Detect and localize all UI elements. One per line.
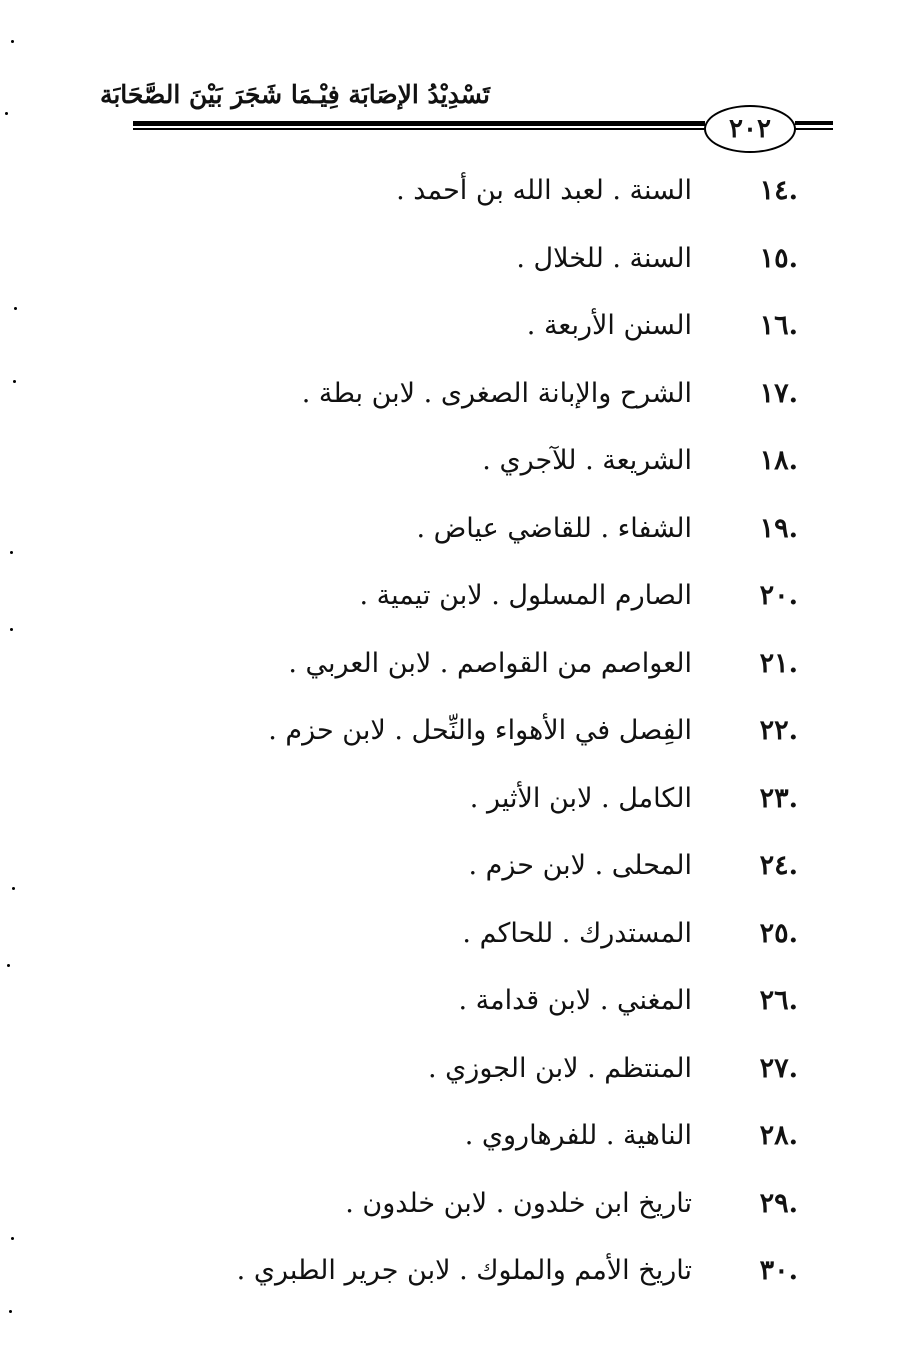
item-text: الصارم المسلول . لابن تيمية .: [359, 580, 692, 611]
item-number: .١٤: [759, 175, 798, 206]
scan-speck: [10, 551, 13, 554]
running-header-title: تَسْدِيْدُ الإصَابَة فِيْـمَا شَجَرَ بَيْنَ الصَّحَابَة: [99, 80, 490, 109]
item-text: الشرح والإبانة الصغرى . لابن بطة .: [301, 377, 692, 409]
scan-speck: [14, 307, 17, 310]
item-text: المحلى . لابن حزم .: [468, 850, 692, 881]
item-number: .١٧: [759, 377, 798, 409]
list-item: [140, 975, 810, 1043]
scan-speck: [7, 964, 10, 967]
item-number: .٢٠: [759, 580, 798, 611]
item-text: السنة . لعبد الله بن أحمد .: [396, 175, 692, 206]
item-text: المغني . لابن قدامة .: [458, 985, 692, 1016]
header-rule-right-thin: [795, 128, 833, 130]
list-item: [140, 638, 810, 706]
header-rule-thick: [133, 121, 705, 126]
list-item: [140, 1043, 810, 1111]
list-item: [140, 570, 810, 638]
item-number: .٢٢: [759, 715, 798, 746]
item-number: .١٨: [759, 445, 798, 476]
scan-speck: [11, 1237, 14, 1240]
item-text: العواصم من القواصم . لابن العربي .: [288, 647, 692, 679]
list-item: [140, 368, 810, 436]
scan-speck: [9, 1310, 12, 1313]
item-text: السنة . للخلال .: [516, 242, 692, 274]
list-item: [140, 840, 810, 908]
item-number: .٢٣: [759, 782, 798, 814]
list-item: [140, 773, 810, 841]
item-text: تاريخ ابن خلدون . لابن خلدون .: [345, 1187, 692, 1219]
list-item: [140, 300, 810, 368]
item-text: المنتظم . لابن الجوزي .: [428, 1052, 692, 1084]
scan-speck: [12, 887, 15, 890]
list-item: [140, 503, 810, 571]
item-number: .٢٥: [759, 917, 798, 949]
item-number: .٢٧: [759, 1052, 798, 1084]
item-text: الكامل . لابن الأثير .: [469, 782, 692, 814]
item-number: .١٩: [759, 512, 798, 544]
item-number: .٢٨: [759, 1120, 798, 1151]
scan-speck: [13, 380, 16, 383]
header-rule-right-thick: [795, 121, 833, 125]
list-item: [140, 705, 810, 773]
item-number: .١٥: [759, 242, 798, 274]
item-number: .٢٤: [759, 850, 798, 881]
item-text: تاريخ الأمم والملوك . لابن جرير الطبري .: [236, 1255, 692, 1286]
item-number: .٢٦: [759, 985, 798, 1016]
item-text: الشريعة . للآجري .: [482, 445, 692, 476]
item-text: الفِصل في الأهواء والنِّحل . لابن حزم .: [268, 715, 692, 746]
scan-speck: [11, 40, 14, 43]
list-item: [140, 1178, 810, 1246]
list-item: [140, 1110, 810, 1178]
item-number: .٢٩: [759, 1187, 798, 1219]
scan-speck: [5, 112, 8, 115]
item-text: السنن الأربعة .: [526, 310, 692, 341]
item-number: .٣٠: [759, 1255, 798, 1286]
reference-list: [140, 165, 810, 1313]
list-item: [140, 908, 810, 976]
page-number: ٢٠٢: [704, 105, 796, 153]
scan-speck: [10, 628, 13, 631]
item-text: المستدرك . للحاكم .: [462, 917, 692, 949]
list-item: [140, 233, 810, 301]
item-text: الناهية . للفرهاروي .: [464, 1120, 692, 1151]
item-text: الشفاء . للقاضي عياض .: [416, 512, 692, 544]
list-item: [140, 165, 810, 233]
item-number: .٢١: [759, 647, 798, 679]
list-item: [140, 435, 810, 503]
item-number: .١٦: [759, 310, 798, 341]
list-item: [140, 1245, 810, 1313]
header-rule-thin: [133, 128, 705, 130]
